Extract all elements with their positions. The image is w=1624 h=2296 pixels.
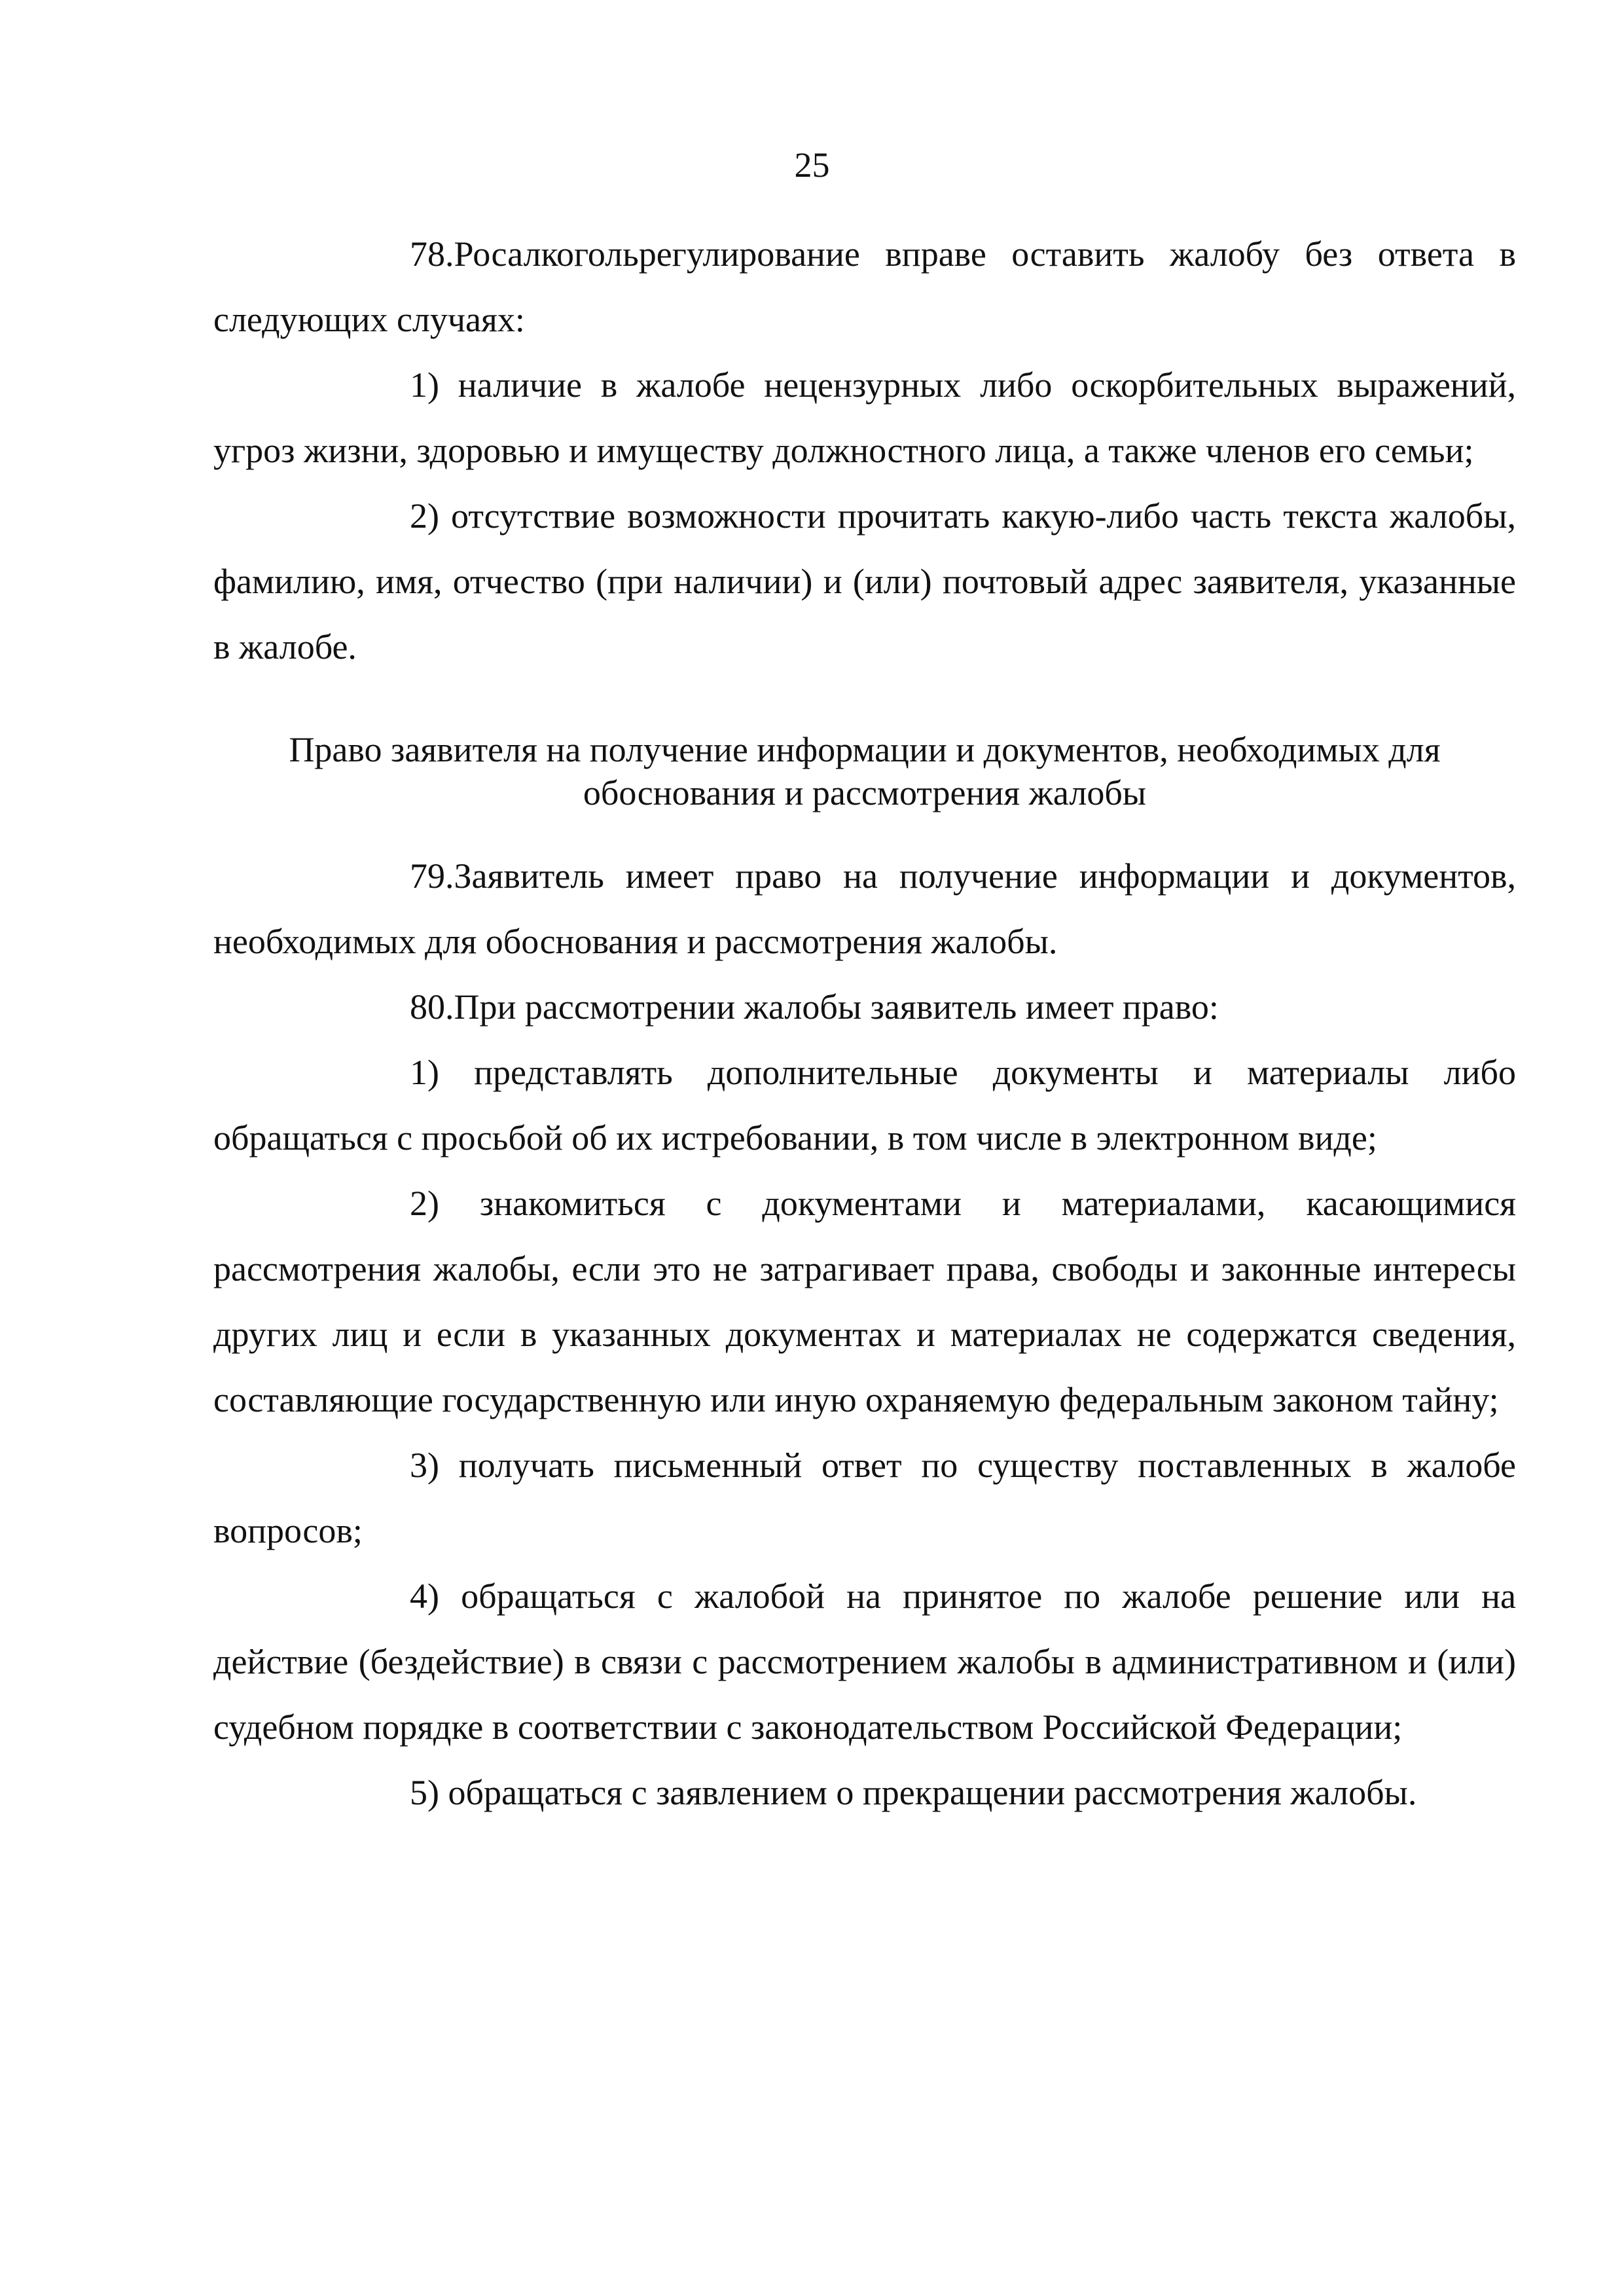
paragraph-78-1 bbox=[213, 352, 1516, 483]
paragraph-text: обращаться с жалобой на принятое по жалобе решение или на действие (бездействие) в связи с рассмотрением жалобы в административном и (или) судебном порядке в соответствии с законодательством Российской Федерации; bbox=[213, 1576, 1516, 1747]
item-number: 2) bbox=[410, 1184, 439, 1223]
paragraph-78-2 bbox=[213, 483, 1516, 680]
paragraph-text: обращаться с заявлением о прекращении рассмотрения жалобы. bbox=[448, 1773, 1417, 1812]
paragraph-text: представлять дополнительные документы и материалы либо обращаться с просьбой об их истребовании, в том числе в электронном виде; bbox=[213, 1053, 1516, 1157]
paragraph-80-5 bbox=[213, 1760, 1516, 1825]
paragraph-text: знакомиться с документами и материалами, касающимися рассмотрения жалобы, если это не затрагивает права, свободы и законные интересы других лиц и если в указанных документах и материалах не содержатся сведения, составляющие государственную или иную охраняемую федеральным законом тайну; bbox=[213, 1184, 1517, 1419]
item-number: 2) bbox=[410, 496, 439, 536]
paragraph-78 bbox=[213, 221, 1516, 352]
item-number: 1) bbox=[410, 1053, 439, 1092]
page-number: 25 bbox=[794, 145, 830, 185]
paragraph-80-4 bbox=[213, 1563, 1516, 1760]
paragraph-80 bbox=[213, 974, 1516, 1040]
paragraph-text: получать письменный ответ по существу поставленных в жалобе вопросов; bbox=[213, 1446, 1516, 1550]
paragraph-79 bbox=[213, 843, 1516, 974]
paragraph-text: При рассмотрении жалобы заявитель имеет право: bbox=[454, 987, 1219, 1027]
document-body bbox=[213, 221, 1516, 1825]
paragraph-text: отсутствие возможности прочитать какую-либо часть текста жалобы, фамилию, имя, отчество (при наличии) и (или) почтовый адрес заявителя, указанные в жалобе. bbox=[213, 496, 1516, 666]
section-heading: Право заявителя на получение информации и документов, необходимых для обоснования и рассмотрения жалобы bbox=[289, 730, 1441, 812]
item-number: 80. bbox=[410, 987, 454, 1027]
item-number: 5) bbox=[410, 1773, 439, 1812]
item-number: 3) bbox=[410, 1446, 439, 1485]
item-number: 78. bbox=[410, 234, 454, 274]
item-number: 4) bbox=[410, 1576, 439, 1616]
paragraph-text: Заявитель имеет право на получение информации и документов, необходимых для обоснования и рассмотрения жалобы. bbox=[213, 856, 1516, 961]
item-number: 79. bbox=[410, 856, 454, 896]
paragraph-text: наличие в жалобе нецензурных либо оскорбительных выражений, угроз жизни, здоровью и имуществу должностного лица, а также членов его семьи; bbox=[213, 365, 1516, 470]
paragraph-80-3 bbox=[213, 1432, 1516, 1563]
paragraph-text: Росалкогольрегулирование вправе оставить жалобу без ответа в следующих случаях: bbox=[213, 234, 1516, 339]
item-number: 1) bbox=[410, 365, 439, 405]
paragraph-80-1 bbox=[213, 1040, 1516, 1171]
paragraph-80-2 bbox=[213, 1171, 1516, 1432]
